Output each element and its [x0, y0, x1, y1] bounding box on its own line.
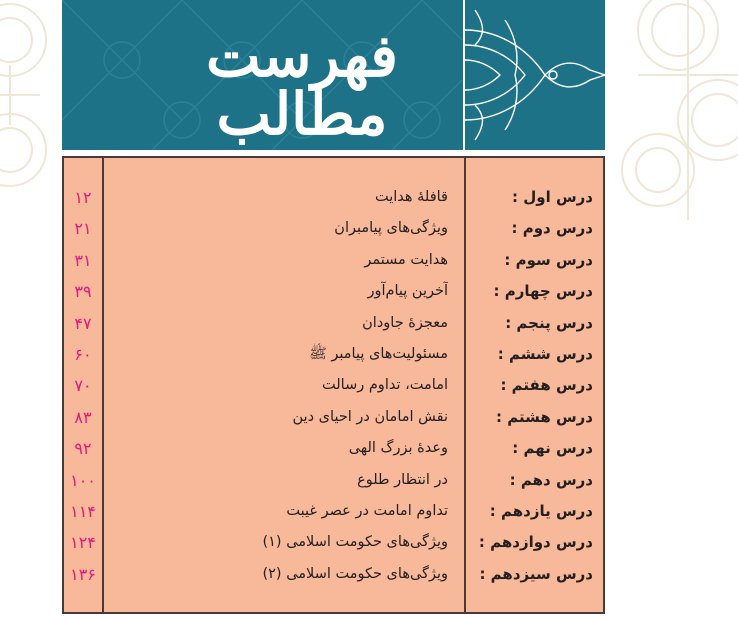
toc-lesson-title: امامت، تداوم رسالت — [322, 377, 448, 394]
background-pattern-right — [598, 0, 738, 220]
toc-lesson-label: درس دوم : — [511, 219, 593, 238]
toc-page-number: ۸۳ — [74, 407, 92, 427]
toc-lesson-label: درس نهم : — [512, 439, 593, 458]
toc-page-number: ۷۰ — [74, 376, 92, 396]
toc-lesson-title: نقش امامان در احیای دین — [292, 408, 448, 425]
toc-row[interactable] — [64, 465, 603, 496]
toc-page-number: ۶۰ — [74, 345, 92, 364]
toc-lesson-title: وعدۀ بزرگ الهی — [348, 440, 448, 457]
toc-lesson-label: درس ششم : — [497, 345, 593, 363]
toc-lesson-label: درس اول : — [512, 188, 593, 206]
toc-row[interactable] — [64, 559, 603, 590]
toc-page-number: ۱۱۴ — [70, 502, 96, 521]
toc-lesson-label: درس دوازدهم : — [478, 533, 593, 552]
toc-lesson-title: آخرین پیام‌آور — [367, 283, 448, 300]
toc-page-number: ۱۰۰ — [70, 470, 96, 490]
toc-row[interactable] — [64, 213, 603, 244]
background-pattern-left — [0, 0, 70, 220]
toc-row[interactable] — [64, 402, 603, 433]
toc-row[interactable] — [64, 182, 603, 213]
toc-lesson-label: درس چهارم : — [493, 282, 593, 301]
toc-row[interactable] — [64, 370, 603, 401]
toc-lesson-label: درس سوم : — [504, 250, 593, 269]
toc-lesson-title: در انتظار طلوع — [357, 471, 448, 488]
toc-page-number: ۱۳۶ — [70, 564, 96, 584]
toc-page-number: ۹۲ — [74, 439, 92, 459]
toc-row[interactable] — [64, 527, 603, 558]
toc-lesson-label: درس هفتم : — [500, 376, 593, 395]
arabesque-ornament-icon — [465, 0, 605, 150]
toc-row[interactable] — [64, 339, 603, 370]
toc-lesson-title: قافلۀ هدایت — [374, 189, 448, 205]
toc-title: فهرست مطالب — [205, 22, 398, 148]
toc-page-number: ۱۲۴ — [70, 533, 96, 553]
toc-lesson-label: درس هشتم : — [495, 407, 593, 426]
toc-page-number: ۱۲ — [74, 188, 92, 207]
toc-page-number: ۳۱ — [74, 250, 92, 270]
toc-lesson-title: ویژگی‌های پیامبران — [334, 220, 448, 237]
toc-page-number: ۳۹ — [74, 282, 92, 302]
toc-header-banner — [62, 0, 605, 150]
toc-lesson-title: معجزۀ جاودان — [362, 314, 448, 331]
toc-lesson-title: تداوم امامت در عصر غیبت — [286, 503, 448, 519]
toc-table — [62, 156, 605, 614]
toc-lesson-label: درس سیزدهم : — [479, 564, 593, 583]
toc-page-number: ۴۷ — [74, 313, 92, 333]
toc-row[interactable] — [64, 276, 603, 307]
toc-row[interactable] — [64, 433, 603, 464]
toc-page-number: ۲۱ — [74, 219, 92, 239]
toc-lesson-title: مسئولیت‌های پیامبر ﷺ — [309, 346, 448, 362]
toc-row[interactable] — [64, 496, 603, 527]
toc-lesson-label: درس دهم : — [509, 470, 593, 489]
toc-lesson-title: هدایت مستمر — [364, 251, 448, 268]
toc-row[interactable] — [64, 245, 603, 276]
toc-row[interactable] — [64, 308, 603, 339]
toc-lesson-title: ویژگی‌های حکومت اسلامی (۱) — [262, 534, 448, 551]
toc-lesson-title: ویژگی‌های حکومت اسلامی (۲) — [262, 565, 448, 582]
toc-lesson-label: درس پنجم : — [505, 313, 593, 332]
toc-lesson-label: درس یازدهم : — [489, 502, 593, 520]
